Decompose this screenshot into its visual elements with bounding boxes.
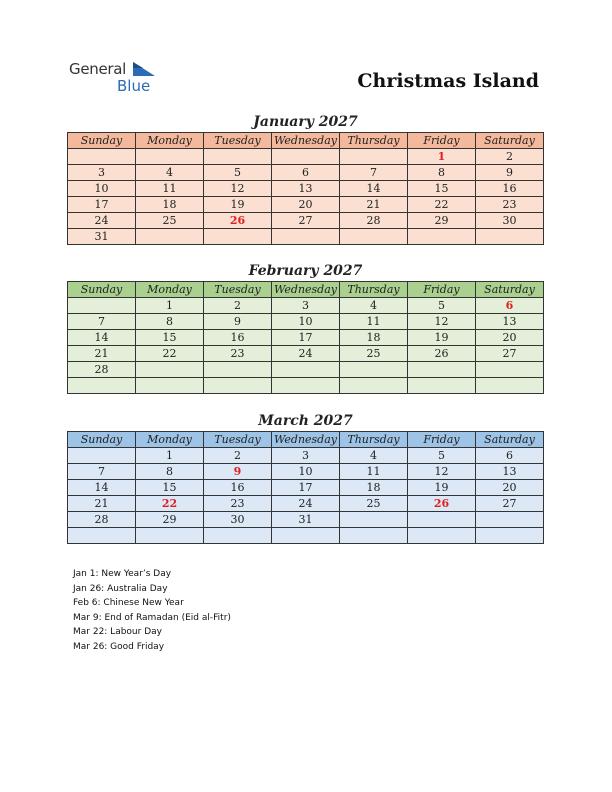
day-cell: 15 [408, 181, 476, 197]
day-cell [408, 362, 476, 378]
week-row [68, 229, 544, 245]
logo-text-blue: Blue [117, 77, 151, 95]
day-cell: 7 [68, 464, 136, 480]
calendar-table [67, 281, 544, 394]
weekday-header: Thursday [340, 133, 408, 149]
month-title: March 2027 [258, 413, 353, 429]
week-row [68, 464, 544, 480]
day-cell [340, 528, 408, 544]
day-cell: 27 [272, 213, 340, 229]
day-cell: 23 [204, 346, 272, 362]
weekday-header: Friday [408, 432, 476, 448]
day-cell: 12 [204, 181, 272, 197]
weekday-header: Saturday [476, 432, 544, 448]
day-cell: 4 [340, 448, 408, 464]
day-cell: 2 [476, 149, 544, 165]
day-cell: 9 [204, 464, 272, 480]
day-cell: 9 [204, 314, 272, 330]
day-cell: 29 [136, 512, 204, 528]
day-cell: 14 [68, 330, 136, 346]
month-january [67, 112, 544, 245]
day-cell [204, 149, 272, 165]
day-cell: 28 [68, 512, 136, 528]
day-cell: 6 [476, 448, 544, 464]
weekday-header: Thursday [340, 282, 408, 298]
day-cell: 3 [272, 448, 340, 464]
weekday-header: Tuesday [204, 282, 272, 298]
day-cell: 3 [272, 298, 340, 314]
month-march [67, 411, 544, 544]
day-cell: 12 [408, 464, 476, 480]
day-cell: 10 [68, 181, 136, 197]
day-cell: 2 [204, 448, 272, 464]
weekday-header: Tuesday [204, 133, 272, 149]
day-cell: 26 [408, 346, 476, 362]
day-cell: 26 [408, 496, 476, 512]
day-cell: 5 [408, 298, 476, 314]
day-cell [408, 229, 476, 245]
weekday-header: Sunday [68, 282, 136, 298]
holiday-item: Mar 22: Labour Day [73, 627, 162, 637]
day-cell: 11 [340, 314, 408, 330]
week-row [68, 496, 544, 512]
day-cell: 19 [408, 330, 476, 346]
day-cell: 31 [68, 229, 136, 245]
day-cell: 1 [408, 149, 476, 165]
weekday-header: Saturday [476, 282, 544, 298]
day-cell: 21 [340, 197, 408, 213]
day-cell: 13 [272, 181, 340, 197]
day-cell: 23 [476, 197, 544, 213]
day-cell: 17 [68, 197, 136, 213]
day-cell: 18 [340, 480, 408, 496]
weekday-header: Friday [408, 133, 476, 149]
day-cell: 17 [272, 330, 340, 346]
day-cell: 20 [476, 330, 544, 346]
weekday-header: Sunday [68, 133, 136, 149]
day-cell: 30 [204, 512, 272, 528]
day-cell [204, 378, 272, 394]
week-row [68, 512, 544, 528]
week-row [68, 362, 544, 378]
day-cell: 21 [68, 346, 136, 362]
week-row [68, 528, 544, 544]
day-cell: 25 [340, 496, 408, 512]
day-cell: 7 [340, 165, 408, 181]
day-cell: 10 [272, 314, 340, 330]
day-cell: 18 [136, 197, 204, 213]
day-cell [476, 378, 544, 394]
weekday-header-row [68, 282, 544, 298]
day-cell: 31 [272, 512, 340, 528]
day-cell: 4 [340, 298, 408, 314]
weekday-header: Friday [408, 282, 476, 298]
day-cell: 4 [136, 165, 204, 181]
week-row [68, 330, 544, 346]
day-cell: 24 [272, 346, 340, 362]
day-cell: 27 [476, 496, 544, 512]
day-cell: 27 [476, 346, 544, 362]
day-cell: 5 [204, 165, 272, 181]
month-february [67, 261, 544, 394]
day-cell: 21 [68, 496, 136, 512]
day-cell: 14 [68, 480, 136, 496]
day-cell [68, 378, 136, 394]
week-row [68, 378, 544, 394]
day-cell [204, 362, 272, 378]
weekday-header: Tuesday [204, 432, 272, 448]
day-cell: 2 [204, 298, 272, 314]
day-cell: 13 [476, 464, 544, 480]
day-cell [272, 362, 340, 378]
day-cell [68, 149, 136, 165]
day-cell: 25 [136, 213, 204, 229]
day-cell [204, 229, 272, 245]
day-cell: 14 [340, 181, 408, 197]
holiday-list [73, 567, 231, 654]
logo-text-general: General [69, 60, 127, 78]
day-cell: 17 [272, 480, 340, 496]
day-cell [68, 298, 136, 314]
day-cell [340, 378, 408, 394]
holiday-item: Mar 9: End of Ramadan (Eid al-Fitr) [73, 612, 231, 623]
weekday-header: Sunday [68, 432, 136, 448]
day-cell: 25 [340, 346, 408, 362]
day-cell: 24 [272, 496, 340, 512]
day-cell: 8 [136, 314, 204, 330]
day-cell [408, 528, 476, 544]
weekday-header: Thursday [340, 432, 408, 448]
week-row [68, 480, 544, 496]
week-row [68, 298, 544, 314]
day-cell: 23 [204, 496, 272, 512]
day-cell [476, 229, 544, 245]
calendar-table [67, 132, 544, 245]
day-cell: 16 [204, 330, 272, 346]
day-cell: 1 [136, 448, 204, 464]
day-cell: 10 [272, 464, 340, 480]
day-cell [136, 149, 204, 165]
day-cell: 28 [340, 213, 408, 229]
day-cell [476, 362, 544, 378]
weekday-header: Monday [136, 282, 204, 298]
day-cell [340, 229, 408, 245]
day-cell: 11 [136, 181, 204, 197]
logo-triangle-icon [133, 62, 155, 76]
day-cell [136, 528, 204, 544]
day-cell: 16 [476, 181, 544, 197]
weekday-header: Monday [136, 432, 204, 448]
day-cell: 30 [476, 213, 544, 229]
week-row [68, 165, 544, 181]
month-title: February 2027 [248, 263, 363, 279]
holiday-item: Jan 26: Australia Day [73, 583, 168, 594]
day-cell [340, 362, 408, 378]
weekday-header: Saturday [476, 133, 544, 149]
day-cell: 22 [136, 496, 204, 512]
holiday-item: Jan 1: New Year’s Day [73, 569, 172, 579]
day-cell: 15 [136, 480, 204, 496]
holiday-item: Feb 6: Chinese New Year [73, 598, 184, 608]
weekday-header: Monday [136, 133, 204, 149]
day-cell: 12 [408, 314, 476, 330]
day-cell: 24 [68, 213, 136, 229]
weekday-header-row [68, 432, 544, 448]
day-cell [272, 229, 340, 245]
day-cell: 3 [68, 165, 136, 181]
day-cell: 15 [136, 330, 204, 346]
day-cell: 16 [204, 480, 272, 496]
day-cell: 5 [408, 448, 476, 464]
week-row [68, 197, 544, 213]
day-cell [204, 528, 272, 544]
week-row [68, 181, 544, 197]
day-cell [476, 528, 544, 544]
week-row [68, 213, 544, 229]
day-cell [272, 528, 340, 544]
day-cell [68, 448, 136, 464]
weekday-header-row [68, 133, 544, 149]
country-title: Christmas Island [357, 70, 539, 92]
day-cell: 28 [68, 362, 136, 378]
day-cell: 8 [136, 464, 204, 480]
week-row [68, 346, 544, 362]
weekday-header: Wednesday [272, 432, 340, 448]
day-cell: 19 [204, 197, 272, 213]
day-cell: 18 [340, 330, 408, 346]
day-cell [408, 512, 476, 528]
day-cell: 1 [136, 298, 204, 314]
day-cell [136, 378, 204, 394]
day-cell: 19 [408, 480, 476, 496]
weekday-header: Wednesday [272, 133, 340, 149]
day-cell: 13 [476, 314, 544, 330]
day-cell [272, 149, 340, 165]
day-cell: 22 [408, 197, 476, 213]
day-cell: 8 [408, 165, 476, 181]
holiday-item: Mar 26: Good Friday [73, 641, 165, 652]
week-row [68, 149, 544, 165]
day-cell [136, 362, 204, 378]
day-cell: 22 [136, 346, 204, 362]
day-cell: 6 [272, 165, 340, 181]
weekday-header: Wednesday [272, 282, 340, 298]
day-cell: 29 [408, 213, 476, 229]
day-cell [340, 512, 408, 528]
week-row [68, 448, 544, 464]
week-row [68, 314, 544, 330]
calendar-table [67, 431, 544, 544]
day-cell: 20 [476, 480, 544, 496]
day-cell [340, 149, 408, 165]
day-cell: 6 [476, 298, 544, 314]
day-cell: 7 [68, 314, 136, 330]
day-cell [272, 378, 340, 394]
month-title: January 2027 [253, 114, 358, 130]
day-cell [476, 512, 544, 528]
day-cell [408, 378, 476, 394]
day-cell: 9 [476, 165, 544, 181]
day-cell: 11 [340, 464, 408, 480]
day-cell: 20 [272, 197, 340, 213]
day-cell [68, 528, 136, 544]
logo [69, 60, 169, 96]
day-cell: 26 [204, 213, 272, 229]
day-cell [136, 229, 204, 245]
